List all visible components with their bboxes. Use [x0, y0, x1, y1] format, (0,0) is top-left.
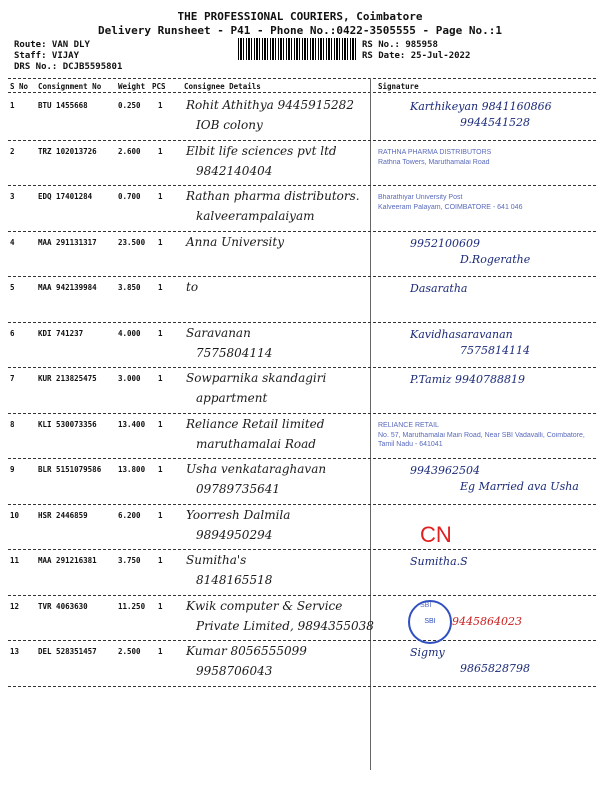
row-pcs: 1: [158, 601, 163, 611]
row-pcs: 1: [158, 192, 163, 201]
row-sno: 11: [10, 556, 20, 565]
row-sno: 5: [10, 283, 15, 292]
staff-label: Staff: VIJAY: [14, 51, 80, 61]
row-signature-stamp: RATHNA PHARMA DISTRIBUTORS: [378, 148, 492, 156]
row-signature: P.Tamiz 9940788819: [410, 373, 525, 386]
row-weight: 13.400: [118, 419, 146, 429]
row-consignment-no: MAA 291131317: [38, 237, 97, 247]
row-sno: 8: [10, 419, 15, 429]
header-divider-top: [8, 78, 596, 79]
row-details-line2: 09789735641: [196, 482, 280, 496]
row-divider: [8, 140, 596, 141]
row-sno: 1: [10, 101, 15, 110]
title-line-1: THE PROFESSIONAL COURIERS, Coimbatore: [177, 10, 423, 23]
row-weight: 2.600: [118, 146, 141, 156]
row-weight: 11.250: [118, 601, 146, 611]
row-details-line1: Elbit life sciences pvt ltd: [186, 143, 337, 158]
row-details-line2: IOB colony: [196, 118, 263, 132]
row-signature: Dasaratha: [410, 282, 468, 295]
row-details-line1: Rathan pharma distributors.: [186, 189, 360, 203]
row-details-line1: Sumitha's: [186, 553, 247, 567]
row-consignment-no: KDI 741237: [38, 328, 84, 338]
route-label: Route: VAN DLY: [14, 40, 90, 50]
row-signature-2: D.Rogerathe: [460, 252, 531, 266]
row-pcs: 1: [158, 237, 163, 247]
row-details-line2: 8148165518: [196, 573, 273, 587]
row-weight: 3.000: [118, 374, 141, 383]
title-line-2: Delivery Runsheet - P41 - Phone No.:0422-3505555 - Page No.:1: [98, 24, 502, 37]
row-pcs: 1: [158, 328, 163, 338]
row-consignment-no: KLI 530073356: [38, 419, 97, 429]
row-details-line1: Kumar 8056555099: [186, 644, 307, 658]
row-divider: [8, 322, 596, 323]
row-weight: 6.200: [118, 510, 141, 520]
row-sno: 13: [10, 647, 20, 656]
row-consignment-no: MAA 291216381: [38, 556, 97, 565]
row-divider: [8, 367, 596, 368]
row-signature-red: 9445864023: [452, 614, 522, 628]
row-consignment-no: BTU 1455668: [38, 101, 88, 110]
row-consignment-no: HSR 2446859: [38, 510, 88, 520]
row-divider: [8, 549, 596, 550]
row-signature-2: 7575814114: [460, 343, 530, 357]
row-pcs: 1: [158, 146, 163, 156]
row-details-line2: Private Limited, 9894355038: [196, 618, 374, 633]
row-divider: [8, 231, 596, 232]
barcode: [238, 38, 358, 60]
col-pcs: PCS: [152, 82, 166, 91]
row-signature: Karthikeyan 9841160866: [410, 100, 552, 113]
row-details-line1: Anna University: [186, 234, 284, 249]
row-signature-2: 9944541528: [460, 116, 530, 129]
row-details-line1: Sowparnika skandagiri: [186, 371, 327, 385]
col-consignment: Consignment No: [38, 82, 102, 91]
col-details: Consignee Details: [184, 82, 261, 91]
row-divider: [8, 595, 596, 596]
row-pcs: 1: [158, 510, 163, 520]
row-signature-seal-label: SBI: [420, 601, 432, 609]
row-signature-stamp: Bharathiyar University Post: [378, 194, 463, 201]
row-divider: [8, 458, 596, 459]
row-details-line2: maruthamalai Road: [196, 436, 316, 451]
rs-number: RS No.: 985958: [362, 40, 438, 50]
row-divider: [8, 276, 596, 277]
header-divider-bottom: [8, 92, 596, 93]
row-pcs: 1: [158, 465, 163, 474]
row-signature-2: Eg Married ava Usha: [460, 480, 579, 493]
row-details-line1: Reliance Retail limited: [186, 416, 325, 431]
sbi-seal: SBI: [408, 600, 452, 644]
row-signature-stamp-detail: Kalveeram Palayam, COIMBATORE - 641 046: [378, 204, 523, 211]
row-pcs: 1: [158, 101, 163, 110]
row-sno: 10: [10, 510, 20, 520]
row-weight: 2.500: [118, 647, 141, 656]
row-details-line1: Rohit Athithya 9445915282: [186, 98, 354, 112]
row-signature: Sumitha.S: [410, 555, 468, 568]
row-sno: 9: [10, 465, 15, 474]
row-weight: 13.800: [118, 465, 146, 474]
row-consignment-no: TRZ 102013726: [38, 146, 97, 156]
row-pcs: 1: [158, 374, 163, 383]
row-weight: 23.500: [118, 237, 146, 247]
row-pcs: 1: [158, 419, 163, 429]
row-details-line2: 7575804114: [196, 345, 273, 360]
row-consignment-no: DEL 528351457: [38, 647, 97, 656]
row-sno: 7: [10, 374, 15, 383]
row-weight: 0.250: [118, 101, 141, 110]
row-consignment-no: TVR 4063630: [38, 601, 88, 611]
signature-column-line: [370, 78, 371, 770]
row-weight: 3.750: [118, 556, 141, 565]
row-details-line2: 9894950294: [196, 527, 273, 542]
row-divider: [8, 504, 596, 505]
row-sno: 3: [10, 192, 15, 201]
row-divider: [8, 413, 596, 414]
row-signature-stamp-detail: Rathna Towers, Maruthamalai Road: [378, 158, 490, 166]
row-details-line2: 9958706043: [196, 664, 273, 678]
row-sno: 4: [10, 237, 15, 247]
row-weight: 4.000: [118, 328, 141, 338]
row-signature: 9952100609: [410, 236, 480, 250]
row-divider: [8, 185, 596, 186]
row-consignment-no: BLR 5151079586: [38, 465, 102, 474]
row-weight: 3.850: [118, 283, 141, 292]
cn-mark: CN: [420, 522, 452, 547]
row-details-line2: appartment: [196, 391, 268, 405]
col-signature: Signature: [378, 82, 419, 91]
row-signature: 9943962504: [410, 464, 480, 477]
row-weight: 0.700: [118, 192, 141, 201]
row-details-line1: Saravanan: [186, 325, 251, 340]
row-signature-stamp-detail: No. 57, Maruthamalai Main Road, Near SBI Vadavalli, Coimbatore, Tamil Nadu - 641041: [378, 431, 585, 448]
row-consignment-no: EDQ 17401284: [38, 192, 93, 201]
drs-number: DRS No.: DCJB5595801: [14, 62, 123, 72]
row-consignment-no: KUR 213825475: [38, 374, 97, 383]
row-details-line1: Usha venkataraghavan: [186, 462, 327, 476]
row-details-line1: to: [186, 280, 199, 294]
row-sno: 6: [10, 328, 15, 338]
row-signature: Sigmy: [410, 646, 445, 659]
row-signature-2: 9865828798: [460, 662, 530, 675]
row-consignment-no: MAA 942139984: [38, 283, 97, 292]
row-pcs: 1: [158, 647, 163, 656]
rs-date: RS Date: 25-Jul-2022: [362, 51, 471, 61]
col-sno: S No: [10, 82, 29, 91]
row-details-line1: Yoorresh Dalmila: [186, 507, 291, 522]
row-details-line2: kalveerampalaiyam: [196, 209, 315, 223]
row-sno: 12: [10, 601, 20, 611]
row-divider: [8, 686, 596, 687]
row-pcs: 1: [158, 283, 163, 292]
col-weight: Weight: [118, 82, 146, 91]
row-details-line1: Kwik computer & Service: [186, 598, 343, 613]
row-signature: Kavidhasaravanan: [410, 327, 513, 341]
row-divider: [8, 640, 596, 641]
row-sno: 2: [10, 146, 15, 156]
row-pcs: 1: [158, 556, 163, 565]
row-signature-stamp: RELIANCE RETAIL: [378, 421, 439, 429]
row-details-line2: 9842140404: [196, 163, 273, 178]
